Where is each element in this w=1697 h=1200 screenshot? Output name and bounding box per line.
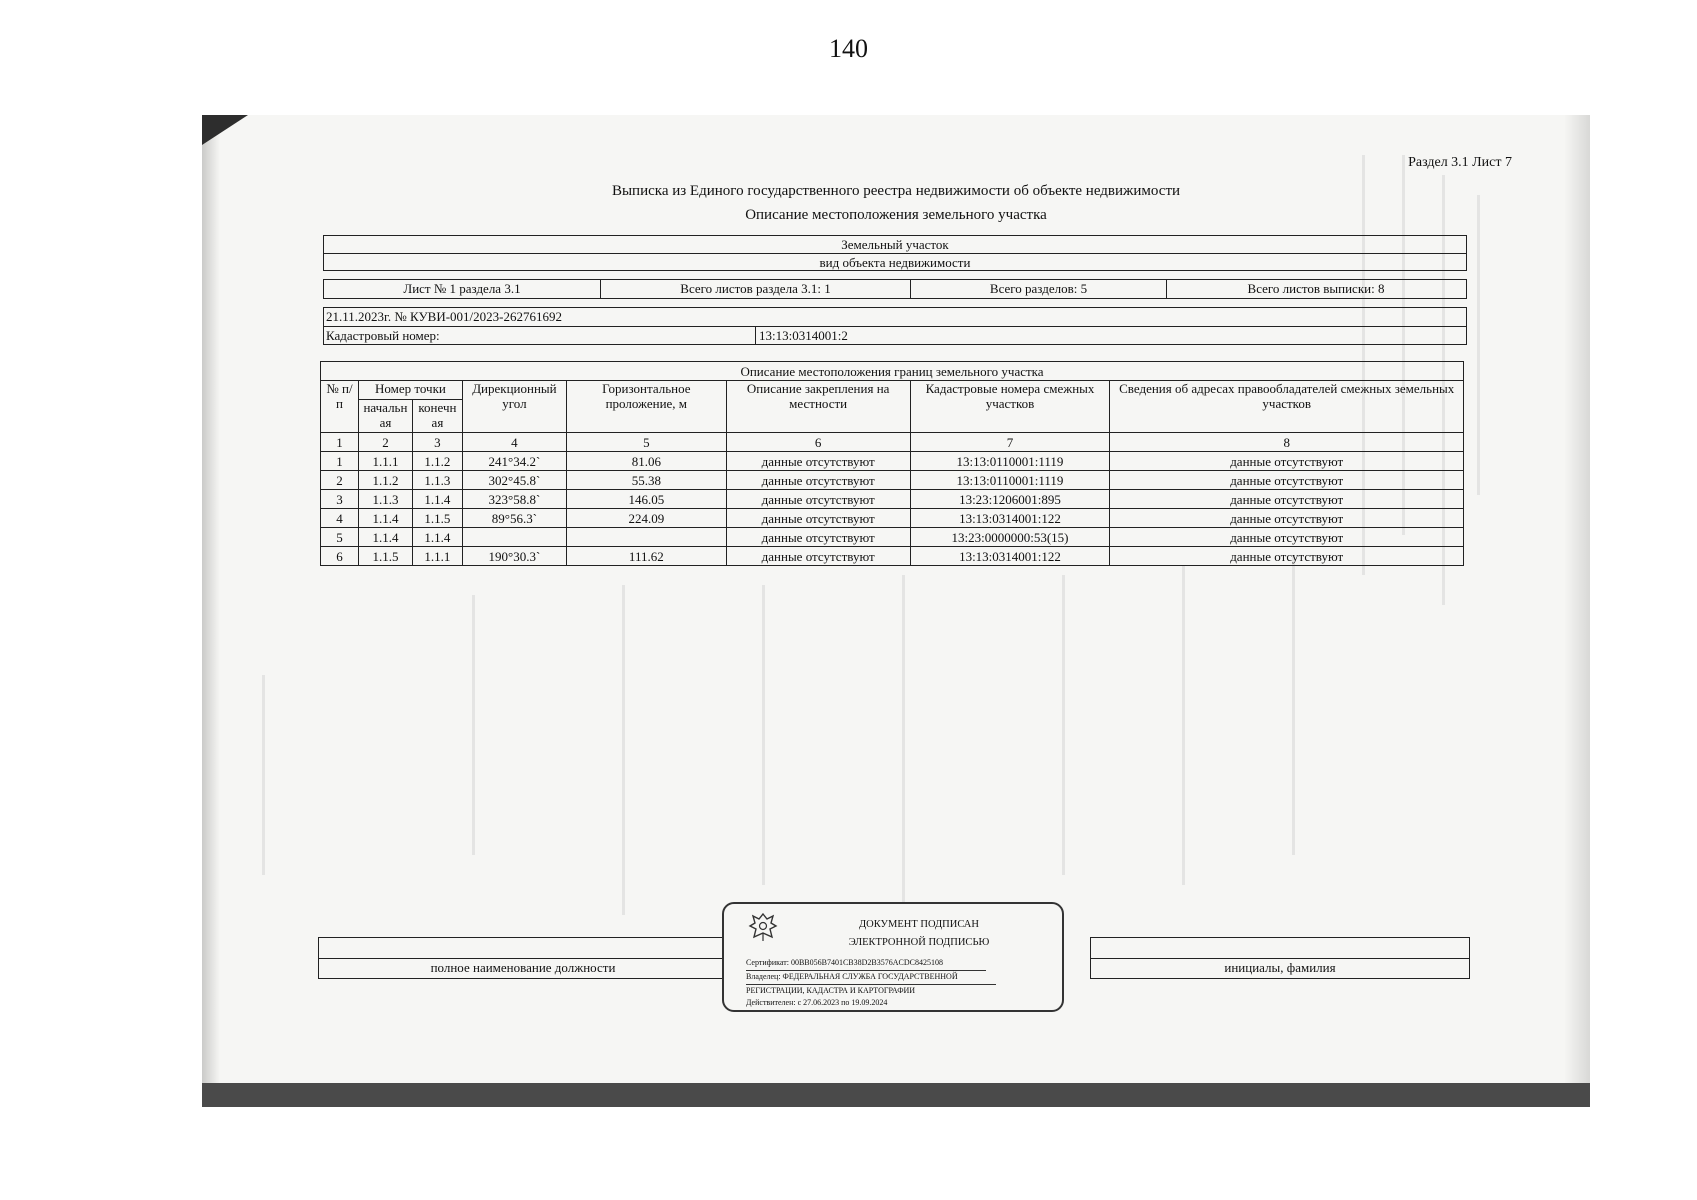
header-adjacent: Кадастровые номера смежных участков — [910, 381, 1110, 433]
reference-box — [323, 307, 1467, 345]
boundaries-table — [320, 361, 1464, 566]
row-fixing: данные отсутствуют — [726, 490, 910, 509]
row-angle: 89°56.3` — [462, 509, 566, 528]
row-fixing: данные отсутствуют — [726, 509, 910, 528]
row-fixing: данные отсутствуют — [726, 528, 910, 547]
coat-of-arms-icon — [746, 910, 780, 944]
row-num: 6 — [321, 547, 359, 566]
position-signature-field — [318, 937, 728, 979]
row-end-point: 1.1.4 — [412, 490, 462, 509]
col-number: 3 — [412, 433, 462, 452]
row-owners: данные отсутствуют — [1110, 490, 1464, 509]
row-owners: данные отсутствуют — [1110, 471, 1464, 490]
sheet-number: Лист № 1 раздела 3.1 — [403, 281, 521, 296]
stamp-line-2: ЭЛЕКТРОННОЙ ПОДПИСЬЮ — [848, 937, 990, 948]
stamp-owner: Владелец: ФЕДЕРАЛЬНАЯ СЛУЖБА ГОСУДАРСТВЕННОЙ — [746, 972, 958, 981]
col-number: 2 — [358, 433, 412, 452]
stamp-certificate: Сертификат: 00BB056B7401CB38D2B3576ACDC8425108 — [746, 958, 943, 967]
row-length — [566, 528, 726, 547]
signature-line — [1091, 958, 1469, 959]
row-length: 224.09 — [566, 509, 726, 528]
sheet-summary-row — [323, 279, 1467, 299]
section-sheet-label: Раздел 3.1 Лист 7 — [1408, 155, 1512, 170]
header-start: начальн ая — [358, 400, 412, 433]
header-end: конечн ая — [412, 400, 462, 433]
name-caption: инициалы, фамилия — [1224, 960, 1336, 975]
row-num: 4 — [321, 509, 359, 528]
col-number: 7 — [910, 433, 1110, 452]
row-end-point: 1.1.2 — [412, 452, 462, 471]
row-fixing: данные отсутствуют — [726, 452, 910, 471]
row-length: 81.06 — [566, 452, 726, 471]
col-number: 1 — [321, 433, 359, 452]
row-start-point: 1.1.1 — [358, 452, 412, 471]
row-owners: данные отсутствуют — [1110, 452, 1464, 471]
table-row — [321, 471, 1464, 490]
row-start-point: 1.1.2 — [358, 471, 412, 490]
row-start-point: 1.1.3 — [358, 490, 412, 509]
electronic-signature-stamp — [722, 902, 1064, 1012]
col-number: 4 — [462, 433, 566, 452]
row-end-point: 1.1.3 — [412, 471, 462, 490]
stamp-rule — [746, 984, 996, 985]
row-angle: 323°58.8` — [462, 490, 566, 509]
header-length: Горизонтальное проложение, м — [566, 381, 726, 433]
row-length: 111.62 — [566, 547, 726, 566]
cadastral-label: Кадастровый номер: — [324, 326, 755, 344]
scan-bottom-band — [202, 1083, 1590, 1107]
boundaries-title: Описание местоположения границ земельного участка — [321, 362, 1464, 381]
row-angle — [462, 528, 566, 547]
table-row — [321, 528, 1464, 547]
col-number: 6 — [726, 433, 910, 452]
scan-edge-shadow — [1564, 115, 1590, 1107]
header-angle: Дирекционный угол — [462, 381, 566, 433]
stamp-title — [794, 916, 1044, 952]
scan-edge-shadow — [202, 115, 220, 1107]
row-end-point: 1.1.5 — [412, 509, 462, 528]
row-adjacent: 13:13:0110001:1119 — [910, 452, 1110, 471]
row-adjacent: 13:13:0314001:122 — [910, 509, 1110, 528]
header-owners: Сведения об адресах правообладателей смежных земельных участков — [1110, 381, 1464, 433]
row-num: 3 — [321, 490, 359, 509]
scanned-sheet — [202, 115, 1590, 1107]
row-owners: данные отсутствуют — [1110, 528, 1464, 547]
row-num: 2 — [321, 471, 359, 490]
scan-corner-fold — [202, 115, 248, 145]
row-length: 55.38 — [566, 471, 726, 490]
col-number: 5 — [566, 433, 726, 452]
stamp-validity: Действителен: с 27.06.2023 по 19.09.2024 — [746, 998, 888, 1007]
stamp-owner-2: РЕГИСТРАЦИИ, КАДАСТРА И КАРТОГРАФИИ — [746, 986, 916, 995]
page-number: 140 — [829, 34, 868, 63]
stamp-line-1: ДОКУМЕНТ ПОДПИСАН — [859, 919, 979, 930]
row-end-point: 1.1.1 — [412, 547, 462, 566]
row-length: 146.05 — [566, 490, 726, 509]
header-num: № п/п — [321, 381, 359, 433]
row-start-point: 1.1.4 — [358, 509, 412, 528]
stamp-rule — [746, 970, 986, 971]
object-type-name: Земельный участок — [841, 237, 949, 252]
row-fixing: данные отсутствуют — [726, 547, 910, 566]
row-end-point: 1.1.4 — [412, 528, 462, 547]
header-fixing: Описание закрепления на местности — [726, 381, 910, 433]
table-row — [321, 452, 1464, 471]
row-start-point: 1.1.5 — [358, 547, 412, 566]
sections-total: Всего разделов: 5 — [910, 280, 1166, 298]
row-fixing: данные отсутствуют — [726, 471, 910, 490]
object-type-caption: вид объекта недвижимости — [324, 253, 1466, 270]
column-numbers-row — [321, 433, 1464, 452]
signature-line — [319, 958, 727, 959]
row-adjacent: 13:13:0110001:1119 — [910, 471, 1110, 490]
row-angle: 302°45.8` — [462, 471, 566, 490]
row-num: 1 — [321, 452, 359, 471]
row-angle: 241°34.2` — [462, 452, 566, 471]
table-row — [321, 547, 1464, 566]
extract-sheets-total: Всего листов выписки: 8 — [1166, 280, 1465, 298]
header-point: Номер точки — [358, 381, 462, 400]
row-start-point: 1.1.4 — [358, 528, 412, 547]
col-number: 8 — [1110, 433, 1464, 452]
document-subtitle: Описание местоположения земельного участка — [745, 207, 1047, 223]
row-owners: данные отсутствуют — [1110, 509, 1464, 528]
row-num: 5 — [321, 528, 359, 547]
object-type-box — [323, 235, 1467, 271]
row-adjacent: 13:23:0000000:53(15) — [910, 528, 1110, 547]
position-caption: полное наименование должности — [430, 960, 616, 975]
extract-reference: 21.11.2023г. № КУВИ-001/2023-262761692 — [326, 309, 562, 324]
section-sheets-total: Всего листов раздела 3.1: 1 — [600, 280, 910, 298]
table-row — [321, 509, 1464, 528]
row-adjacent: 13:13:0314001:122 — [910, 547, 1110, 566]
table-row — [321, 490, 1464, 509]
cadastral-number: 13:13:0314001:2 — [755, 326, 1466, 344]
name-signature-field — [1090, 937, 1470, 979]
row-owners: данные отсутствуют — [1110, 547, 1464, 566]
document-title: Выписка из Единого государственного реестра недвижимости об объекте недвижимости — [611, 183, 1181, 199]
row-angle: 190°30.3` — [462, 547, 566, 566]
row-adjacent: 13:23:1206001:895 — [910, 490, 1110, 509]
